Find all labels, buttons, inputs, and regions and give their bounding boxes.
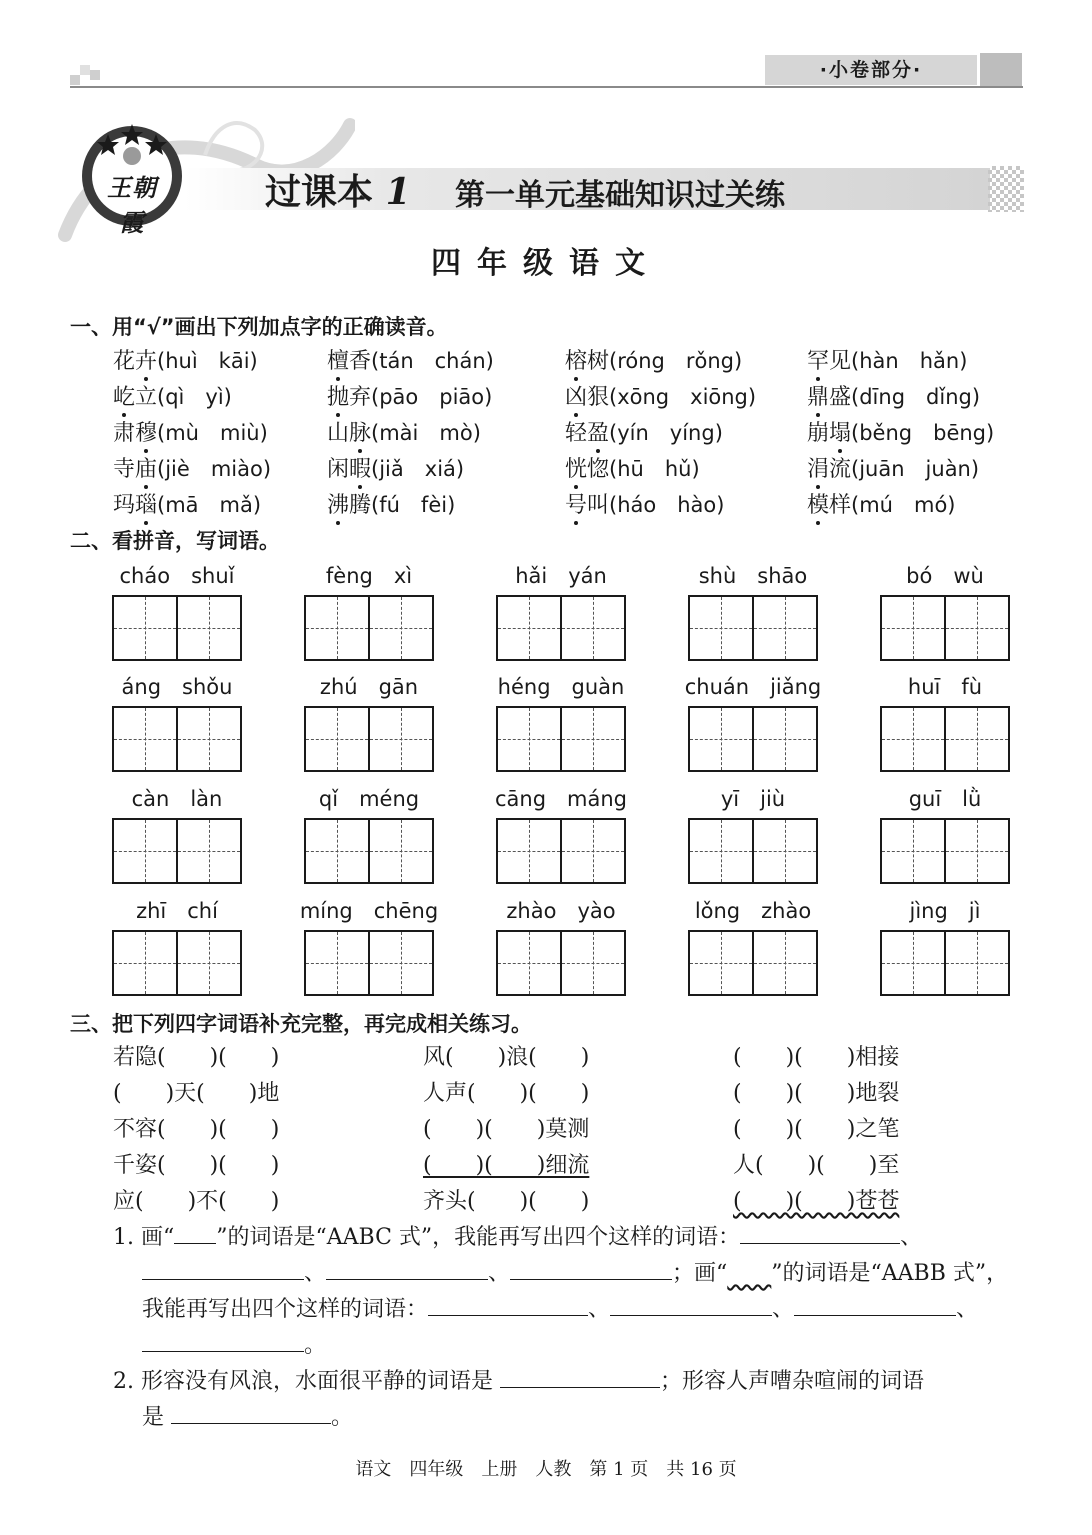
- dotted-character: 卉: [135, 344, 157, 375]
- writing-cell[interactable]: [752, 597, 816, 659]
- dotted-character: 沸: [327, 488, 349, 519]
- writing-box[interactable]: [688, 706, 818, 772]
- answer-blank[interactable]: [428, 1297, 588, 1316]
- header-rule: [70, 86, 1023, 88]
- dotted-character: 庙: [135, 452, 157, 483]
- pinyin-options: (huì kāi): [157, 349, 258, 373]
- idiom-blank-item[interactable]: ( )( )细流: [423, 1153, 590, 1178]
- dotted-character: 瑙: [135, 488, 157, 519]
- writing-cell[interactable]: [944, 597, 1008, 659]
- idiom-blank-item[interactable]: 人声( )( ): [423, 1081, 590, 1106]
- pinyin-prompt: guī lǜ: [908, 787, 982, 811]
- writing-cell[interactable]: [176, 820, 240, 882]
- writing-cell[interactable]: [690, 820, 752, 882]
- writing-cell[interactable]: [560, 820, 624, 882]
- pronunciation-item: [807, 488, 956, 519]
- pinyin-prompt: chuán jiǎng: [684, 675, 822, 699]
- pronunciation-item: [113, 416, 268, 447]
- q1-text-f: 我能再写出四个这样的词语：: [142, 1297, 429, 1322]
- title-subtitle: 第一单元基础知识过关练: [455, 178, 785, 213]
- writing-box[interactable]: [112, 595, 242, 661]
- pinyin-prompt: shù shāo: [698, 564, 808, 588]
- corner-decoration: [70, 75, 80, 85]
- section1-heading: 一、用“√”画出下列加点字的正确读音。: [70, 315, 448, 339]
- pinyin-options: (mài mò): [371, 421, 481, 445]
- pinyin-options: (háo hào): [609, 493, 725, 517]
- word-suffix: 盛: [829, 385, 852, 410]
- idiom-blank-item[interactable]: 不容( )( ): [113, 1117, 280, 1142]
- writing-box[interactable]: [112, 818, 242, 884]
- answer-blank[interactable]: [142, 1333, 304, 1352]
- q1-text-d: ；画“: [672, 1261, 728, 1286]
- writing-cell[interactable]: [176, 932, 240, 994]
- writing-cell[interactable]: [690, 708, 752, 770]
- answer-blank[interactable]: [500, 1369, 660, 1388]
- dotted-character: 盈: [587, 416, 609, 447]
- pronunciation-item: [565, 452, 700, 483]
- word-suffix: 狠: [587, 385, 610, 410]
- question-1-line1: [113, 1220, 922, 1251]
- pinyin-options: (jiè miào): [157, 457, 272, 481]
- idiom-blank-item[interactable]: ( )( )地裂: [733, 1081, 900, 1106]
- pinyin-prompt: zhī chí: [136, 899, 218, 923]
- pronunciation-item: [327, 488, 455, 519]
- q1-sep: 、: [772, 1297, 795, 1322]
- q1-sep: 、: [588, 1297, 611, 1322]
- q1-sep: 、: [304, 1261, 327, 1286]
- page-footer: 语文 四年级 上册 人教 第 1 页 共 16 页: [355, 1459, 737, 1480]
- writing-cell[interactable]: [752, 820, 816, 882]
- q1-text-a: 1. 画“: [113, 1225, 175, 1250]
- pinyin-prompt: bó wù: [906, 564, 984, 588]
- pronunciation-item: [565, 344, 742, 375]
- logo-text: 王朝霞: [107, 173, 157, 237]
- word-prefix: 寺: [113, 457, 136, 482]
- dotted-character: 模: [807, 488, 829, 519]
- writing-cell[interactable]: [498, 932, 560, 994]
- answer-blank[interactable]: [171, 1405, 331, 1424]
- writing-cell[interactable]: [114, 597, 176, 659]
- idiom-blank-item[interactable]: 应( )不( ): [113, 1189, 280, 1214]
- writing-box[interactable]: [688, 818, 818, 884]
- word-suffix: 流: [829, 457, 852, 482]
- pinyin-options: (qì yì): [157, 385, 232, 409]
- pinyin-prompt: héng guàn: [497, 675, 625, 699]
- pronunciation-item: [113, 488, 261, 519]
- writing-box[interactable]: [880, 818, 1010, 884]
- pinyin-options: (jiǎ xiá): [371, 457, 465, 481]
- dotted-character: 抛: [327, 380, 349, 411]
- pinyin-prompt: áng shǒu: [121, 675, 233, 699]
- writing-cell[interactable]: [752, 932, 816, 994]
- pinyin-options: (hū hǔ): [609, 457, 700, 481]
- dotted-character: 鼎: [807, 380, 829, 411]
- pinyin-prompt: hǎi yán: [515, 564, 607, 588]
- idiom-blank-item[interactable]: 人( )( )至: [733, 1153, 900, 1178]
- writing-cell[interactable]: [114, 820, 176, 882]
- wavy-underline-sample: [727, 1256, 771, 1287]
- pinyin-prompt: huī fù: [907, 675, 983, 699]
- q1-text-e: ”的词语是“AABB 式”，: [771, 1261, 1009, 1286]
- q1-sep: 、: [488, 1261, 511, 1286]
- pinyin-options: (xōng xiōng): [609, 385, 757, 409]
- word-prefix: 肃: [113, 421, 136, 446]
- pinyin-prompt: càn làn: [131, 787, 223, 811]
- word-prefix: 轻: [565, 421, 588, 446]
- word-prefix: 玛: [113, 493, 136, 518]
- q2-text-b: ；形容人声嘈杂喧闹的词语: [660, 1369, 925, 1394]
- writing-box[interactable]: [304, 595, 434, 661]
- word-suffix: 树: [587, 349, 610, 374]
- dotted-character: 檀: [327, 344, 349, 375]
- writing-cell[interactable]: [368, 820, 432, 882]
- pinyin-options: (mā mǎ): [157, 493, 262, 517]
- writing-cell[interactable]: [944, 708, 1008, 770]
- writing-box[interactable]: [496, 818, 626, 884]
- writing-cell[interactable]: [560, 597, 624, 659]
- dotted-character: 暇: [349, 452, 371, 483]
- question-1-line3: [142, 1292, 978, 1323]
- writing-box[interactable]: [112, 930, 242, 996]
- pinyin-options: (pāo piāo): [371, 385, 493, 409]
- word-suffix: 叫: [587, 493, 610, 518]
- idiom-blank-item[interactable]: 千姿( )( ): [113, 1153, 280, 1178]
- pronunciation-item: [565, 380, 756, 411]
- q2-text-a: 2. 形容没有风浪，水面很平静的词语是: [113, 1369, 493, 1394]
- answer-blank[interactable]: [794, 1297, 956, 1316]
- word-suffix: 腾: [349, 493, 372, 518]
- section2-heading: 二、看拼音，写词语。: [70, 529, 280, 553]
- writing-cell[interactable]: [882, 597, 944, 659]
- writing-box[interactable]: [304, 930, 434, 996]
- writing-cell[interactable]: [368, 708, 432, 770]
- dotted-character: 罕: [807, 344, 829, 375]
- pronunciation-item: [807, 452, 979, 483]
- publisher-logo: [78, 120, 186, 237]
- idiom-blank-item[interactable]: ( )( )莫测: [423, 1117, 590, 1142]
- pronunciation-item: [565, 416, 723, 447]
- writing-cell[interactable]: [368, 932, 432, 994]
- writing-box[interactable]: [304, 706, 434, 772]
- question-2-line1: [113, 1364, 924, 1395]
- pinyin-prompt: jìng jì: [909, 899, 981, 923]
- dotted-character: 屹: [113, 380, 135, 411]
- section3-heading: 三、把下列四字词语补充完整，再完成相关练习。: [70, 1012, 532, 1036]
- title-main-text: 过课本: [265, 171, 374, 213]
- word-prefix: 花: [113, 349, 136, 374]
- writing-cell[interactable]: [498, 708, 560, 770]
- pinyin-prompt: lǒng zhào: [694, 899, 812, 923]
- writing-cell[interactable]: [498, 820, 560, 882]
- pinyin-prompt: zhú gān: [319, 675, 419, 699]
- question-1-line4: [142, 1328, 326, 1359]
- word-prefix: 崩: [807, 421, 830, 446]
- writing-cell[interactable]: [560, 932, 624, 994]
- writing-cell[interactable]: [306, 932, 368, 994]
- writing-box[interactable]: [496, 595, 626, 661]
- writing-cell[interactable]: [114, 932, 176, 994]
- idiom-blank-item[interactable]: ( )天( )地: [113, 1081, 280, 1106]
- writing-cell[interactable]: [560, 708, 624, 770]
- writing-box[interactable]: [688, 930, 818, 996]
- dotted-character: 穆: [135, 416, 157, 447]
- pinyin-options: (yín yíng): [609, 421, 723, 445]
- dotted-character: 塌: [829, 416, 851, 447]
- pinyin-prompt: yī jiù: [720, 787, 786, 811]
- answer-blank[interactable]: [610, 1297, 772, 1316]
- pinyin-options: (dīng dǐng): [851, 385, 981, 409]
- dotted-character: 号: [565, 488, 587, 519]
- title-main: [265, 164, 411, 215]
- word-suffix: 立: [135, 385, 158, 410]
- pronunciation-item: [565, 488, 724, 519]
- writing-cell[interactable]: [944, 820, 1008, 882]
- answer-blank[interactable]: [326, 1261, 488, 1280]
- pinyin-options: (mù miù): [157, 421, 268, 445]
- writing-cell[interactable]: [306, 597, 368, 659]
- writing-box[interactable]: [880, 595, 1010, 661]
- pinyin-prompt: cháo shuǐ: [119, 564, 235, 588]
- pinyin-options: (fú fèi): [371, 493, 456, 517]
- writing-box[interactable]: [496, 930, 626, 996]
- q1-text-b: ”的词语是“AABC 式”，我能再写出四个这样的词语：: [216, 1225, 741, 1250]
- pronunciation-item: [113, 380, 232, 411]
- dotted-character: 榕: [565, 344, 587, 375]
- answer-blank[interactable]: [740, 1225, 900, 1244]
- answer-blank[interactable]: [142, 1261, 304, 1280]
- word-prefix: 闲: [327, 457, 350, 482]
- writing-cell[interactable]: [114, 708, 176, 770]
- dotted-character: 脉: [349, 416, 371, 447]
- pinyin-options: (juān juàn): [851, 457, 980, 481]
- writing-cell[interactable]: [752, 708, 816, 770]
- idiom-blank-item[interactable]: ( )( )之笔: [733, 1117, 900, 1142]
- pinyin-prompt: míng chēng: [299, 899, 439, 923]
- pinyin-prompt: fèng xì: [325, 564, 413, 588]
- writing-box[interactable]: [304, 818, 434, 884]
- writing-cell[interactable]: [944, 932, 1008, 994]
- word-suffix: 惚: [587, 457, 610, 482]
- q2-end: 。: [331, 1405, 354, 1430]
- pronunciation-item: [327, 416, 481, 447]
- pinyin-options: (mú mó): [851, 493, 956, 517]
- idiom-blank-item[interactable]: 风( )浪( ): [423, 1045, 590, 1070]
- dotted-character: 恍: [565, 452, 587, 483]
- title-number: 1: [385, 171, 411, 213]
- pronunciation-item: [327, 380, 492, 411]
- q1-sep: 、: [956, 1297, 979, 1322]
- grade-subject: 四年级语文: [431, 246, 661, 281]
- question-1-line2: [142, 1256, 1008, 1287]
- pinyin-prompt: qǐ méng: [318, 787, 420, 811]
- writing-box[interactable]: [496, 706, 626, 772]
- writing-cell[interactable]: [882, 708, 944, 770]
- writing-cell[interactable]: [306, 708, 368, 770]
- writing-cell[interactable]: [306, 820, 368, 882]
- answer-blank[interactable]: [174, 1225, 216, 1244]
- pinyin-options: (róng rǒng): [609, 349, 743, 373]
- writing-box[interactable]: [880, 706, 1010, 772]
- pronunciation-item: [113, 344, 258, 375]
- dotted-character: 涓: [807, 452, 829, 483]
- idiom-blank-item[interactable]: ( )( )相接: [733, 1045, 900, 1070]
- writing-box[interactable]: [112, 706, 242, 772]
- writing-cell[interactable]: [176, 597, 240, 659]
- writing-cell[interactable]: [498, 597, 560, 659]
- pinyin-prompt: zhào yào: [506, 899, 616, 923]
- pronunciation-item: [807, 416, 994, 447]
- idiom-blank-item[interactable]: 齐头( )( ): [423, 1189, 590, 1214]
- pinyin-options: (běng bēng): [851, 421, 995, 445]
- writing-box[interactable]: [688, 595, 818, 661]
- q1-end: 。: [304, 1333, 327, 1358]
- pinyin-options: (hàn hǎn): [851, 349, 968, 373]
- dotted-character: 凶: [565, 380, 587, 411]
- word-suffix: 样: [829, 493, 852, 518]
- checker-decoration: [988, 166, 1024, 212]
- writing-cell[interactable]: [690, 597, 752, 659]
- pinyin-options: (tán chán): [371, 349, 494, 373]
- writing-box[interactable]: [880, 930, 1010, 996]
- pinyin-prompt: cāng máng: [494, 787, 628, 811]
- corner-decoration: [80, 65, 90, 75]
- writing-cell[interactable]: [368, 597, 432, 659]
- writing-cell[interactable]: [882, 820, 944, 882]
- idiom-blank-item[interactable]: 若隐( )( ): [113, 1045, 280, 1070]
- section-tag: ·小卷部分·: [819, 59, 923, 81]
- word-suffix: 香: [349, 349, 372, 374]
- pronunciation-item: [327, 452, 464, 483]
- word-suffix: 弃: [349, 385, 372, 410]
- word-prefix: 山: [327, 421, 350, 446]
- pronunciation-item: [807, 380, 980, 411]
- writing-cell[interactable]: [690, 932, 752, 994]
- pronunciation-item: [327, 344, 494, 375]
- writing-cell[interactable]: [176, 708, 240, 770]
- section-tag-end: [980, 53, 1022, 87]
- pronunciation-item: [807, 344, 967, 375]
- writing-cell[interactable]: [882, 932, 944, 994]
- pronunciation-item: [113, 452, 271, 483]
- idiom-blank-item[interactable]: ( )( )苍苍: [733, 1189, 900, 1214]
- corner-decoration: [90, 70, 100, 80]
- question-2-line2: [142, 1400, 353, 1431]
- word-suffix: 见: [829, 349, 852, 374]
- q1-sep: 、: [900, 1225, 923, 1250]
- q2-text-c: 是: [142, 1405, 165, 1430]
- answer-blank[interactable]: [510, 1261, 672, 1280]
